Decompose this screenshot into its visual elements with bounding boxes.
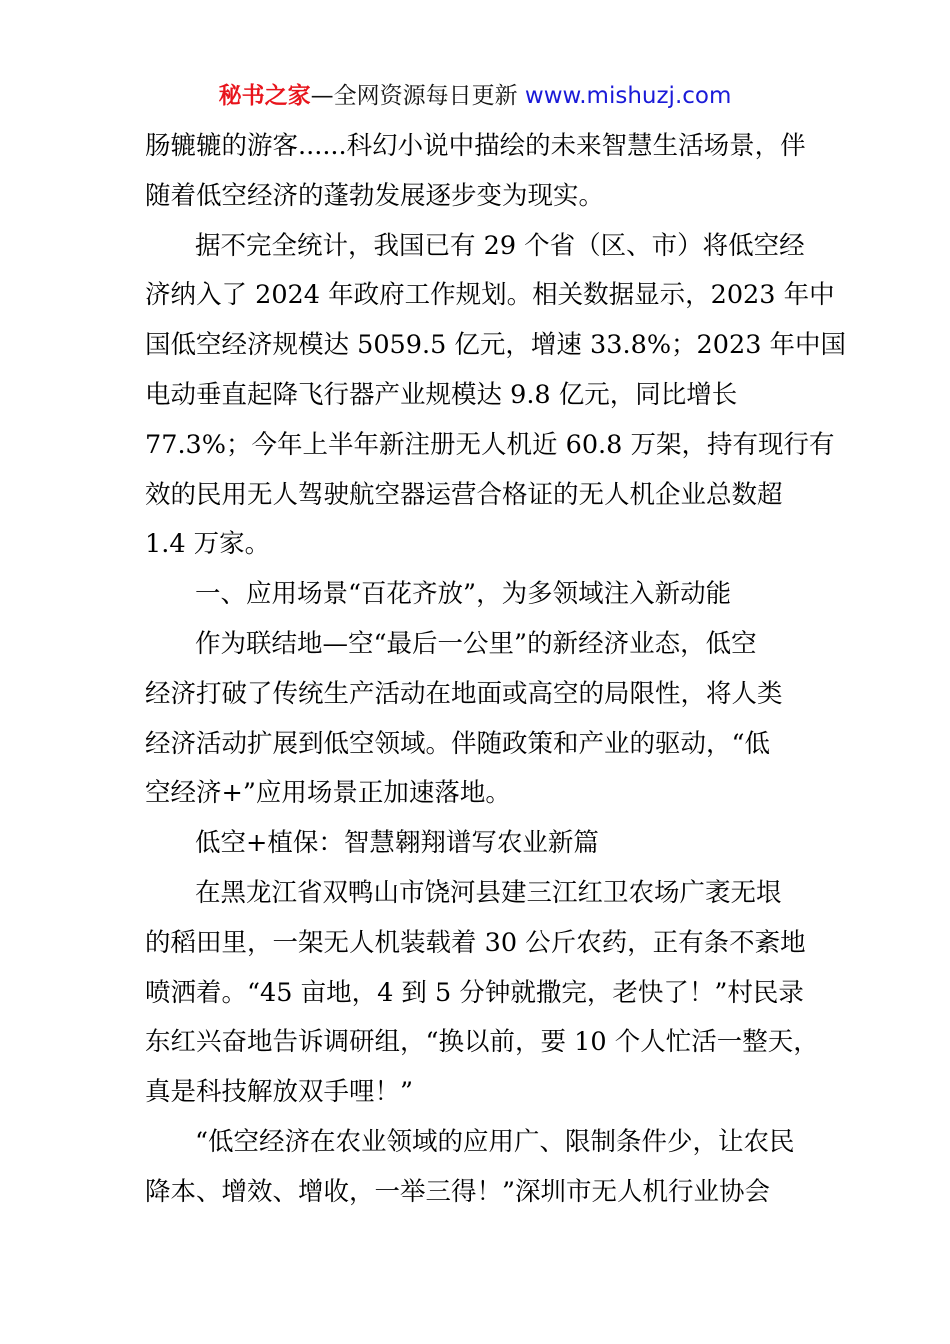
subsection-heading: 低空+植保：智慧翱翔谱写农业新篇 [195, 828, 599, 859]
text-line: 1.4 万家。 [145, 529, 271, 560]
text-line: 东红兴奋地告诉调研组，“换以前，要 10 个人忙活一整天， [145, 1027, 819, 1058]
text-line: 随着低空经济的蓬勃发展逐步变为现实。 [145, 180, 605, 211]
site-header [0, 80, 950, 112]
text-line: 肠辘辘的游客......科幻小说中描绘的未来智慧生活场景，伴 [145, 131, 806, 161]
site-tagline: —全网资源每日更新 [310, 83, 525, 109]
text-line: 空经济+”应用场景正加速落地。 [145, 778, 511, 809]
document-body [145, 122, 847, 1218]
text-line: 济纳入了 2024 年政府工作规划。相关数据显示，2023 年中 [145, 280, 835, 311]
text-line: 经济打破了传统生产活动在地面或高空的局限性，将人类 [145, 678, 783, 709]
text-line: 经济活动扩展到低空领域。伴随政策和产业的驱动，“低 [145, 728, 771, 759]
paragraph-start-line: “低空经济在农业领域的应用广、限制条件少，让农民 [195, 1126, 795, 1157]
paragraph-start-line: 据不完全统计，我国已有 29 个省（区、市）将低空经 [195, 230, 805, 261]
text-line: 喷洒着。“45 亩地，4 到 5 分钟就撒完，老快了！”村民录 [145, 977, 804, 1008]
text-line: 电动垂直起降飞行器产业规模达 9.8 亿元，同比增长 [145, 379, 738, 410]
paragraph-start-line: 在黑龙江省双鸭山市饶河县建三江红卫农场广袤无垠 [195, 877, 782, 908]
text-line: 的稻田里，一架无人机装载着 30 公斤农药，正有条不紊地 [145, 927, 806, 958]
text-line: 国低空经济规模达 5059.5 亿元，增速 33.8%；2023 年中国 [145, 330, 847, 361]
paragraph-start-line: 作为联结地—空“最后一公里”的新经济业态，低空 [195, 628, 757, 659]
text-line: 77.3%；今年上半年新注册无人机近 60.8 万架，持有现行有 [145, 429, 835, 460]
section-heading: 一、应用场景“百花齐放”，为多领域注入新动能 [195, 579, 732, 610]
text-line: 降本、增效、增收，一举三得！”深圳市无人机行业协会 [145, 1176, 771, 1207]
text-line: 真是科技解放双手哩！” [145, 1077, 414, 1108]
text-line: 效的民用无人驾驶航空器运营合格证的无人机企业总数超 [145, 479, 783, 510]
site-brand: 秘书之家 [218, 83, 311, 109]
site-url-link[interactable]: www.mishuzj.com [524, 83, 732, 109]
